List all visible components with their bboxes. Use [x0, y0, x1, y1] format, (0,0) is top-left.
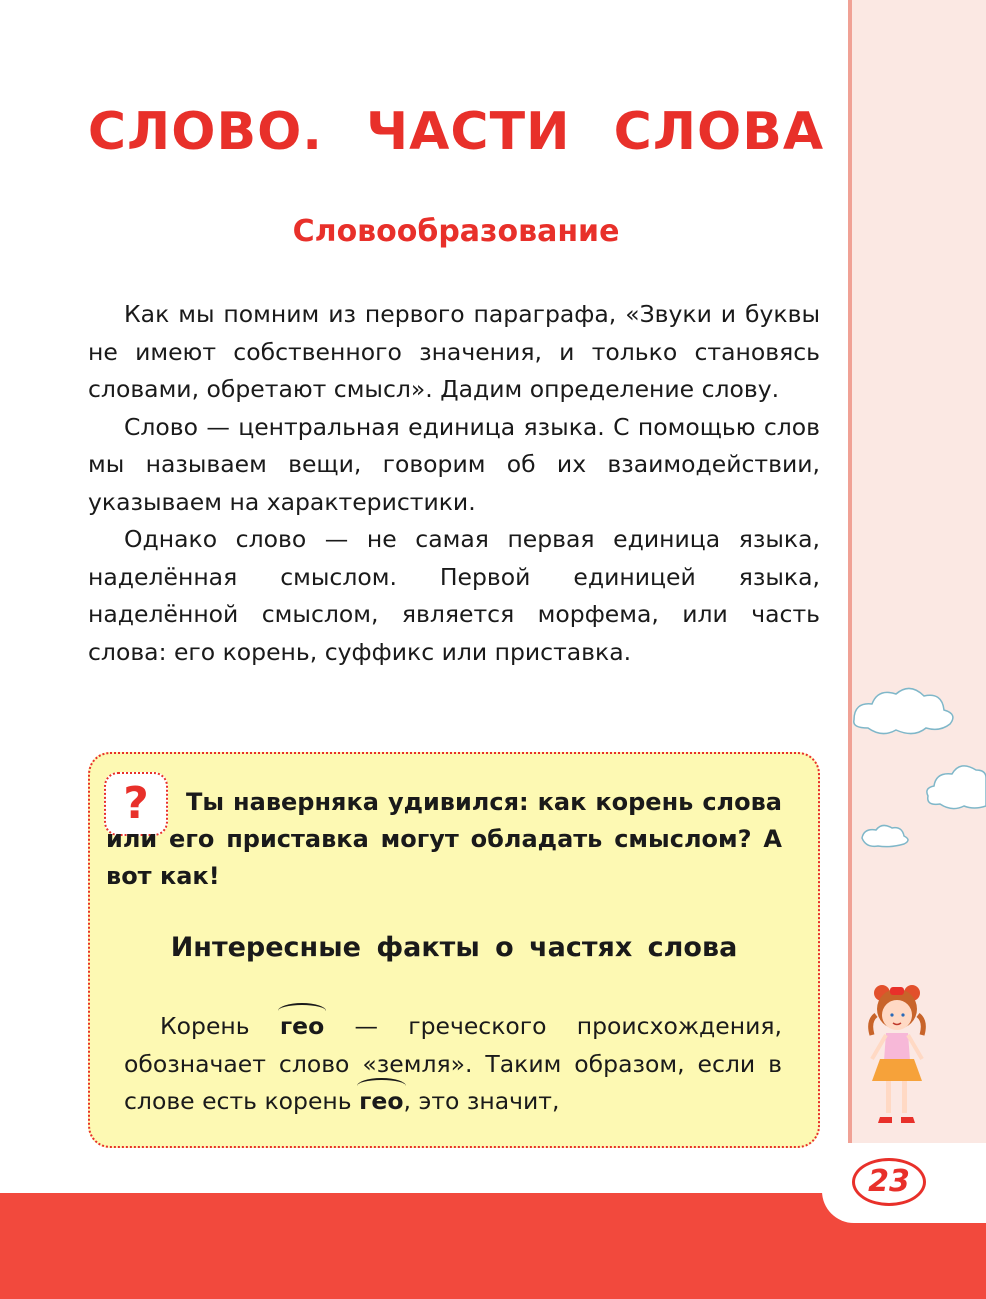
text-part: — греческого происхождения, обозначает слово «земля». Таким образом, если в слове есть корень	[124, 1012, 782, 1115]
paragraph: Однако слово — не самая первая единица языка, наделённая смыслом. Первой единицей языка, наделённой смыслом, является морфема, или часть слова: его корень, суффикс или приставка.	[88, 525, 820, 666]
info-box-intro	[106, 784, 782, 895]
text-part: , это значит,	[403, 1087, 560, 1115]
paragraph: Слово — центральная единица языка. С помощью слов мы называем вещи, говорим об их взаимодействии, указываем на характеристики.	[88, 412, 820, 516]
info-box-heading: Интересные факты о частях слова	[170, 932, 738, 963]
paragraph: Как мы помним из первого параграфа, «Звуки и буквы не имеют собственного значения, и только становясь словами, обретают смысл». Дадим определение слову.	[88, 300, 820, 403]
intro-rest: как корень слова или его приставка могут обладать смыслом? А вот как!	[106, 788, 783, 890]
root-mark: гео	[359, 1083, 403, 1121]
root-mark: гео	[280, 1008, 324, 1046]
page-title: СЛОВО. ЧАСТИ СЛОВА	[87, 102, 825, 162]
page-number: 23	[852, 1158, 926, 1206]
body-text	[88, 296, 820, 671]
info-box-text	[124, 1008, 782, 1121]
intro-bold: Ты наверняка удивился:	[186, 788, 529, 816]
text-part: Корень	[160, 1012, 250, 1040]
girl-illustration	[856, 975, 936, 1127]
cloud-icon	[848, 680, 986, 860]
section-subtitle: Словообразование	[292, 214, 620, 249]
question-mark-icon: ?	[104, 772, 168, 836]
side-divider	[848, 0, 852, 1299]
